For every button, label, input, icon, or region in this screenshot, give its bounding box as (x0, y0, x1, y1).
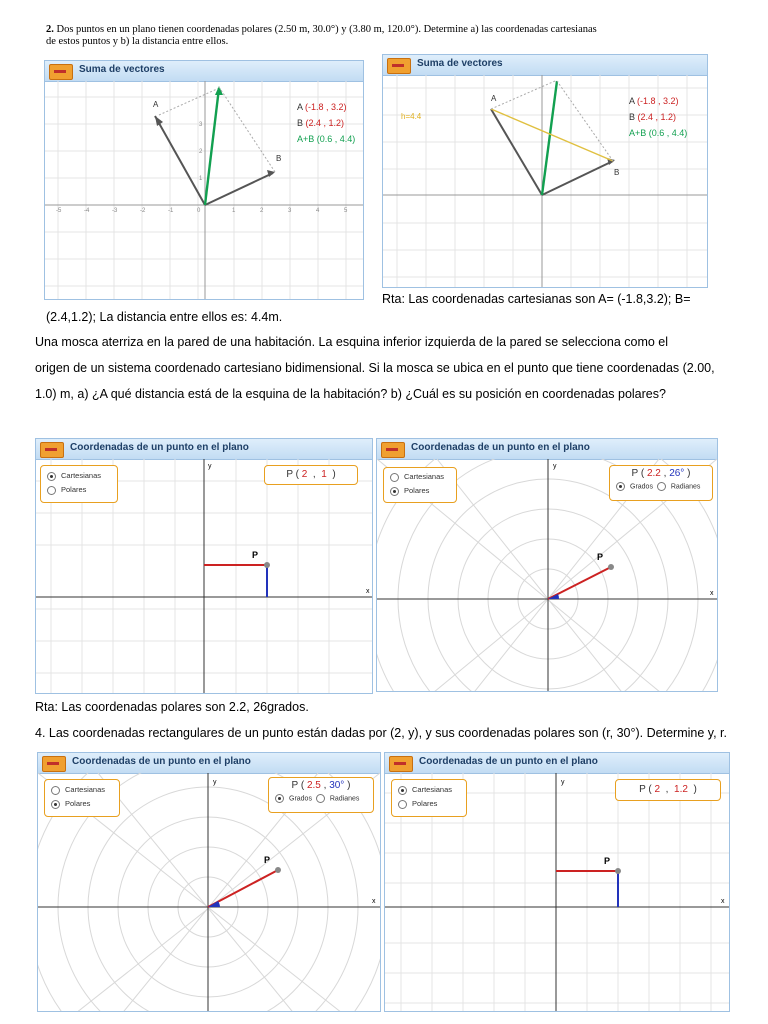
y-axis-label: y (561, 779, 565, 786)
angle-marker (208, 901, 220, 907)
point-p-marker (264, 562, 270, 568)
answer3: Rta: Las coordenadas polares son 2.2, 26grados. (35, 700, 309, 714)
svg-text:3: 3 (199, 122, 203, 128)
radio-polares[interactable] (390, 487, 399, 496)
distance-label: h=4.4 (401, 112, 422, 121)
geogebra-logo-icon (40, 442, 64, 458)
legend-b-value: (2.4 , 1.2) (637, 112, 677, 122)
vector-a-label: A (153, 100, 159, 109)
problem2-line2: de estos puntos y b) la distancia entre ellos. (46, 36, 229, 47)
svg-text:4: 4 (316, 208, 320, 214)
radio-cartesianas[interactable] (398, 786, 407, 795)
vector-sum-panel-2 (382, 54, 708, 288)
legend-sum-name: A+B (297, 134, 315, 144)
point-p-marker (275, 867, 281, 873)
y-axis-label: y (208, 463, 212, 470)
coordinate-mode-options (391, 779, 467, 817)
vector-b-line (542, 161, 613, 195)
vector-a-line (491, 109, 542, 195)
point-p-marker (615, 868, 621, 874)
legend-a-value: (-1.8 , 3.2) (305, 102, 347, 112)
dashed-helper (219, 87, 275, 172)
coordinate-mode-options (40, 465, 118, 503)
geogebra-logo-icon (387, 58, 411, 74)
radio-radianes[interactable] (316, 794, 325, 803)
svg-text:-1: -1 (168, 208, 174, 214)
point-p-label: P (252, 550, 259, 560)
point-coordinates-box: P ( 2.2 , 26° ) Grados Radianes (609, 465, 713, 501)
y-axis-label: y (553, 463, 557, 470)
legend-b-value: (2.4 , 1.2) (305, 118, 345, 128)
option-cartesianas[interactable]: Cartesianas (51, 784, 105, 796)
angle-unit-options: Grados Radianes (269, 794, 373, 803)
point-plane-panel-3a (35, 438, 373, 694)
geogebra-logo-icon (42, 756, 66, 772)
point-coordinates-box: P ( 2 , 1 ) (264, 465, 358, 485)
radio-cartesianas[interactable] (47, 472, 56, 481)
point-p-label: P (264, 855, 271, 865)
radio-cartesianas[interactable] (390, 473, 399, 482)
coordinate-mode-options (44, 779, 120, 817)
option-polares[interactable]: Polares (47, 484, 86, 496)
problem3-line1: Una mosca aterriza en la pared de una habitación. La esquina inferior izquierda de la pared se selecciona como el (35, 335, 669, 349)
problem4: 4. Las coordenadas rectangulares de un punto están dadas por (2, y), y sus coordenadas polares son (r, 30°). Determine y, r. (35, 726, 727, 740)
x-axis-label: x (366, 588, 370, 595)
point-plane-panel-4b (384, 752, 730, 1012)
svg-text:2: 2 (199, 149, 203, 155)
point-plane-panel-4a (37, 752, 381, 1012)
vector-values-legend (297, 99, 355, 147)
radio-grados[interactable] (275, 794, 284, 803)
radio-radianes[interactable] (657, 482, 666, 491)
answer2-line2: (2.4,1.2); La distancia entre ellos es: 4.4m. (46, 310, 283, 324)
legend-sum-value: (0.6 , 4.4) (648, 128, 688, 138)
coordinate-mode-options (383, 467, 457, 503)
problem3-line3: 1.0) m, a) ¿A qué distancia está de la esquina de la habitación? b) ¿Cuál es su posición en coordenadas polares? (35, 387, 666, 401)
point-coordinates-box: P ( 2 , 1.2 ) (615, 779, 721, 801)
svg-text:-5: -5 (56, 208, 62, 214)
legend-b-name: B (297, 118, 304, 128)
x-axis-label: x (721, 898, 725, 905)
panel-header (383, 55, 707, 76)
dashed-helper (159, 89, 217, 115)
vector-sum-line (542, 81, 557, 195)
vector-b-label: B (614, 168, 620, 177)
geogebra-logo-icon (381, 442, 405, 458)
option-polares[interactable]: Polares (51, 798, 90, 810)
radio-polares[interactable] (398, 800, 407, 809)
panel-title: Coordenadas de un punto en el plano (72, 756, 251, 767)
svg-text:0: 0 (197, 208, 201, 214)
dashed-helper (491, 81, 555, 109)
radio-polares[interactable] (51, 800, 60, 809)
panel-title: Suma de vectores (417, 58, 503, 69)
option-cartesianas[interactable]: Cartesianas (390, 471, 444, 483)
problem3-line2: origen de un sistema coordenado cartesiano bidimensional. Si la mosca se ubica en el punto que tiene coordenadas (2.00, (35, 361, 715, 375)
problem-number: 2. (46, 24, 54, 35)
y-axis-label: y (213, 779, 217, 786)
vector-values-legend: A (-1.8 , 3.2) B (2.4 , 1.2) A+B (0.6 , 4.4) (629, 96, 688, 138)
panel-title: Coordenadas de un punto en el plano (419, 756, 598, 767)
x-axis-label: x (372, 898, 376, 905)
option-polares[interactable]: Polares (398, 798, 437, 810)
svg-text:-4: -4 (84, 208, 90, 214)
option-polares[interactable]: Polares (390, 485, 429, 497)
problem2-line1 (46, 24, 597, 36)
panel-title: Coordenadas de un punto en el plano (411, 442, 590, 453)
answer2-line1: Rta: Las coordenadas cartesianas son A= (-1.8,3.2); B= (382, 292, 691, 306)
svg-text:5: 5 (344, 208, 348, 214)
point-p-label: P (604, 856, 611, 866)
panel-title: Coordenadas de un punto en el plano (70, 442, 249, 453)
radio-grados[interactable] (616, 482, 625, 491)
x-axis-label: x (710, 590, 714, 597)
vector-b-label: B (276, 154, 282, 163)
legend-sum-value: (0.6 , 4.4) (316, 134, 356, 144)
point-coordinates-box: P ( 2.5 , 30° ) Grados Radianes (268, 777, 374, 813)
radio-polares[interactable] (47, 486, 56, 495)
svg-text:-2: -2 (140, 208, 146, 214)
panel-header (45, 61, 363, 82)
radio-cartesianas[interactable] (51, 786, 60, 795)
svg-text:1: 1 (199, 176, 203, 182)
svg-text:1: 1 (232, 208, 236, 214)
point-plane-panel-3b (376, 438, 718, 692)
geogebra-logo-icon (389, 756, 413, 772)
point-p-marker (608, 564, 614, 570)
legend-a-value: (-1.8 , 3.2) (637, 96, 679, 106)
svg-text:3: 3 (288, 208, 292, 214)
svg-text:-3: -3 (112, 208, 118, 214)
geogebra-logo-icon (49, 64, 73, 80)
problem2-text: Dos puntos en un plano tienen coordenadas polares (2.50 m, 30.0°) y (3.80 m, 120.0°). Determine a) las coordenadas cartesianas (56, 24, 597, 35)
option-cartesianas[interactable]: Cartesianas (398, 784, 452, 796)
angle-unit-options: Grados Radianes (610, 482, 712, 491)
vector-a-label: A (491, 94, 497, 103)
legend-a-name: A (297, 102, 303, 112)
svg-text:2: 2 (260, 208, 264, 214)
vector-sum-panel-1 (44, 60, 364, 300)
vector-sum-line (205, 88, 219, 205)
panel-title: Suma de vectores (79, 64, 165, 75)
option-cartesianas[interactable]: Cartesianas (47, 470, 101, 482)
point-p-label: P (597, 552, 604, 562)
